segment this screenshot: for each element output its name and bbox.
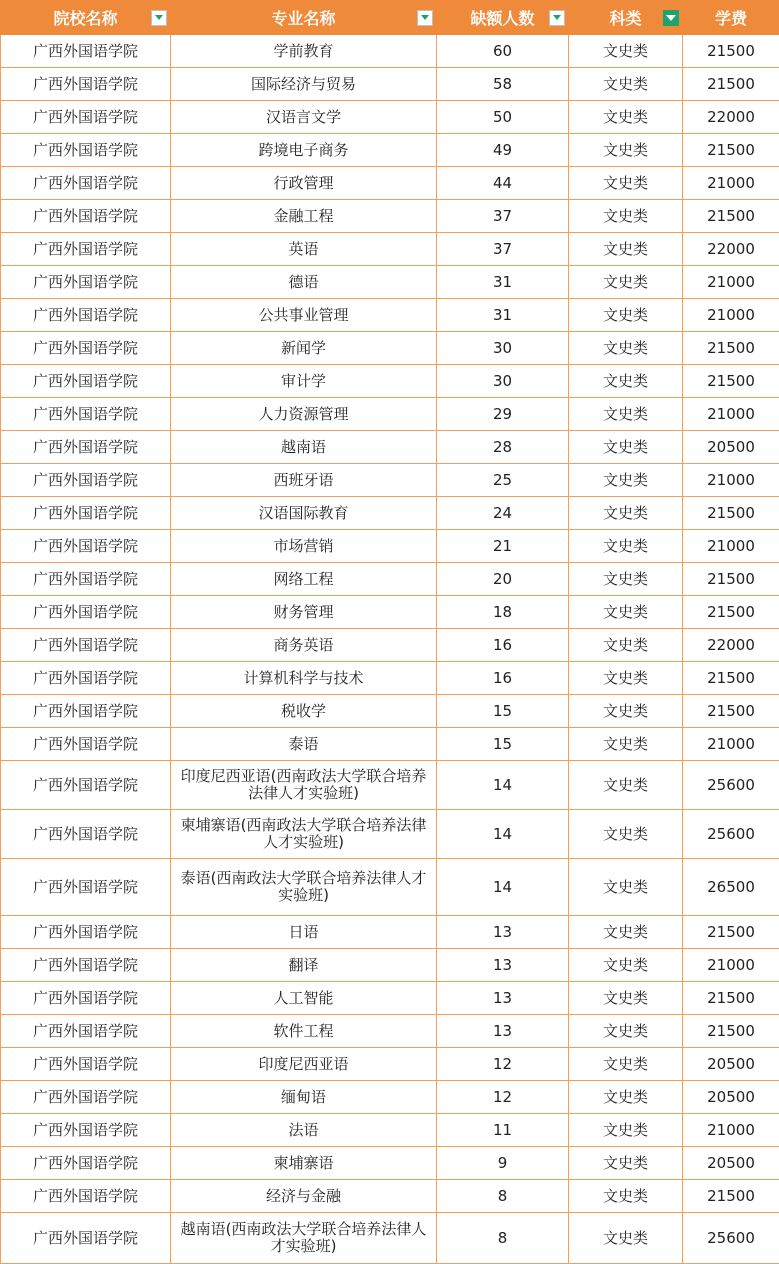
cell-vacancies[interactable]: 50 xyxy=(437,101,569,134)
cell-tuition[interactable]: 21500 xyxy=(683,332,779,365)
cell-school[interactable]: 广西外国语学院 xyxy=(1,695,171,728)
header-school xyxy=(1,1,171,35)
cell-tuition[interactable]: 25600 xyxy=(683,1213,779,1264)
cell-major[interactable]: 人力资源管理 xyxy=(171,398,437,431)
cell-major[interactable]: 学前教育 xyxy=(171,35,437,68)
cell-category[interactable]: 文史类 xyxy=(569,761,683,810)
cell-major[interactable]: 商务英语 xyxy=(171,629,437,662)
header-major xyxy=(171,1,437,35)
cell-vacancies[interactable]: 49 xyxy=(437,134,569,167)
cell-tuition[interactable]: 21000 xyxy=(683,167,779,200)
cell-vacancies[interactable]: 20 xyxy=(437,563,569,596)
cell-school[interactable]: 广西外国语学院 xyxy=(1,431,171,464)
cell-school[interactable]: 广西外国语学院 xyxy=(1,464,171,497)
cell-category[interactable]: 文史类 xyxy=(569,200,683,233)
cell-school[interactable]: 广西外国语学院 xyxy=(1,365,171,398)
cell-tuition[interactable]: 21500 xyxy=(683,662,779,695)
cell-vacancies[interactable]: 13 xyxy=(437,949,569,982)
cell-school[interactable]: 广西外国语学院 xyxy=(1,1147,171,1180)
table-row xyxy=(1,982,779,1015)
cell-vacancies[interactable]: 25 xyxy=(437,464,569,497)
cell-school[interactable]: 广西外国语学院 xyxy=(1,266,171,299)
table-row xyxy=(1,1015,779,1048)
table-row xyxy=(1,662,779,695)
cell-vacancies[interactable]: 29 xyxy=(437,398,569,431)
header-label: 科类 xyxy=(609,6,641,29)
cell-major[interactable]: 审计学 xyxy=(171,365,437,398)
cell-vacancies[interactable]: 8 xyxy=(437,1213,569,1264)
cell-category[interactable]: 文史类 xyxy=(569,398,683,431)
cell-vacancies[interactable]: 58 xyxy=(437,68,569,101)
cell-category[interactable]: 文史类 xyxy=(569,1213,683,1264)
cell-tuition[interactable]: 20500 xyxy=(683,1048,779,1081)
cell-school[interactable]: 广西外国语学院 xyxy=(1,1081,171,1114)
cell-vacancies[interactable]: 30 xyxy=(437,365,569,398)
cell-category[interactable]: 文史类 xyxy=(569,949,683,982)
cell-school[interactable]: 广西外国语学院 xyxy=(1,728,171,761)
cell-school[interactable]: 广西外国语学院 xyxy=(1,1213,171,1264)
cell-tuition[interactable]: 20500 xyxy=(683,431,779,464)
cell-vacancies[interactable]: 11 xyxy=(437,1114,569,1147)
cell-vacancies[interactable]: 37 xyxy=(437,233,569,266)
cell-vacancies[interactable]: 9 xyxy=(437,1147,569,1180)
cell-category[interactable]: 文史类 xyxy=(569,916,683,949)
table-row xyxy=(1,859,779,916)
filter-active-icon[interactable] xyxy=(663,10,679,26)
cell-category[interactable]: 文史类 xyxy=(569,1048,683,1081)
cell-school[interactable]: 广西外国语学院 xyxy=(1,332,171,365)
table-row xyxy=(1,299,779,332)
cell-category[interactable]: 文史类 xyxy=(569,810,683,859)
cell-vacancies[interactable]: 37 xyxy=(437,200,569,233)
table-row xyxy=(1,464,779,497)
cell-school[interactable]: 广西外国语学院 xyxy=(1,530,171,563)
table-row xyxy=(1,596,779,629)
table-row xyxy=(1,949,779,982)
cell-tuition[interactable]: 21500 xyxy=(683,916,779,949)
cell-vacancies[interactable]: 44 xyxy=(437,167,569,200)
cell-category[interactable]: 文史类 xyxy=(569,728,683,761)
header-label: 专业名称 xyxy=(271,6,335,29)
cell-vacancies[interactable]: 16 xyxy=(437,662,569,695)
cell-vacancies[interactable]: 14 xyxy=(437,859,569,916)
cell-vacancies[interactable]: 28 xyxy=(437,431,569,464)
cell-tuition[interactable]: 20500 xyxy=(683,1081,779,1114)
cell-category[interactable]: 文史类 xyxy=(569,431,683,464)
table-row xyxy=(1,1147,779,1180)
cell-vacancies[interactable]: 15 xyxy=(437,695,569,728)
cell-school[interactable]: 广西外国语学院 xyxy=(1,859,171,916)
cell-major[interactable]: 新闻学 xyxy=(171,332,437,365)
cell-tuition[interactable]: 21500 xyxy=(683,1180,779,1213)
cell-category[interactable]: 文史类 xyxy=(569,1015,683,1048)
cell-category[interactable]: 文史类 xyxy=(569,530,683,563)
cell-school[interactable]: 广西外国语学院 xyxy=(1,200,171,233)
cell-vacancies[interactable]: 16 xyxy=(437,629,569,662)
filter-dropdown-icon[interactable] xyxy=(417,10,433,26)
cell-major[interactable]: 印度尼西亚语(西南政法大学联合培养法律人才实验班) xyxy=(171,761,437,810)
cell-school[interactable]: 广西外国语学院 xyxy=(1,982,171,1015)
cell-category[interactable]: 文史类 xyxy=(569,101,683,134)
table-row xyxy=(1,332,779,365)
cell-school[interactable]: 广西外国语学院 xyxy=(1,810,171,859)
cell-school[interactable]: 广西外国语学院 xyxy=(1,949,171,982)
cell-vacancies[interactable]: 30 xyxy=(437,332,569,365)
table-row xyxy=(1,810,779,859)
cell-school[interactable]: 广西外国语学院 xyxy=(1,662,171,695)
cell-category[interactable]: 文史类 xyxy=(569,233,683,266)
cell-vacancies[interactable]: 15 xyxy=(437,728,569,761)
header-label: 学费 xyxy=(715,6,747,29)
cell-tuition[interactable]: 21500 xyxy=(683,200,779,233)
table-row xyxy=(1,200,779,233)
cell-tuition[interactable]: 21500 xyxy=(683,68,779,101)
cell-vacancies[interactable]: 31 xyxy=(437,299,569,332)
cell-tuition[interactable]: 22000 xyxy=(683,629,779,662)
cell-school[interactable]: 广西外国语学院 xyxy=(1,233,171,266)
table-row xyxy=(1,266,779,299)
cell-category[interactable]: 文史类 xyxy=(569,1081,683,1114)
table-row xyxy=(1,916,779,949)
cell-school[interactable]: 广西外国语学院 xyxy=(1,68,171,101)
cell-tuition[interactable]: 21000 xyxy=(683,530,779,563)
cell-major[interactable]: 越南语 xyxy=(171,431,437,464)
table-body xyxy=(1,35,779,1264)
cell-school[interactable]: 广西外国语学院 xyxy=(1,563,171,596)
table-row xyxy=(1,233,779,266)
table-row xyxy=(1,431,779,464)
cell-major[interactable]: 国际经济与贸易 xyxy=(171,68,437,101)
cell-major[interactable]: 越南语(西南政法大学联合培养法律人才实验班) xyxy=(171,1213,437,1264)
cell-major[interactable]: 汉语言文学 xyxy=(171,101,437,134)
cell-tuition[interactable]: 21500 xyxy=(683,1015,779,1048)
cell-major[interactable]: 法语 xyxy=(171,1114,437,1147)
table-row xyxy=(1,35,779,68)
cell-vacancies[interactable]: 14 xyxy=(437,761,569,810)
table-row xyxy=(1,563,779,596)
cell-tuition[interactable]: 21500 xyxy=(683,563,779,596)
cell-category[interactable]: 文史类 xyxy=(569,695,683,728)
cell-tuition[interactable]: 22000 xyxy=(683,233,779,266)
cell-tuition[interactable]: 21500 xyxy=(683,134,779,167)
cell-major[interactable]: 日语 xyxy=(171,916,437,949)
cell-tuition[interactable]: 21500 xyxy=(683,35,779,68)
cell-major[interactable]: 汉语国际教育 xyxy=(171,497,437,530)
table-row xyxy=(1,1081,779,1114)
cell-school[interactable]: 广西外国语学院 xyxy=(1,761,171,810)
cell-category[interactable]: 文史类 xyxy=(569,464,683,497)
cell-tuition[interactable]: 22000 xyxy=(683,101,779,134)
cell-school[interactable]: 广西外国语学院 xyxy=(1,1048,171,1081)
cell-major[interactable]: 公共事业管理 xyxy=(171,299,437,332)
table-row xyxy=(1,530,779,563)
cell-school[interactable]: 广西外国语学院 xyxy=(1,398,171,431)
table-row xyxy=(1,101,779,134)
cell-major[interactable]: 计算机科学与技术 xyxy=(171,662,437,695)
table-row xyxy=(1,761,779,810)
cell-vacancies[interactable]: 31 xyxy=(437,266,569,299)
table-row xyxy=(1,134,779,167)
cell-vacancies[interactable]: 13 xyxy=(437,916,569,949)
filter-dropdown-icon[interactable] xyxy=(151,10,167,26)
cell-tuition[interactable]: 21000 xyxy=(683,464,779,497)
cell-tuition[interactable]: 25600 xyxy=(683,761,779,810)
cell-major[interactable]: 经济与金融 xyxy=(171,1180,437,1213)
cell-major[interactable]: 德语 xyxy=(171,266,437,299)
cell-school[interactable]: 广西外国语学院 xyxy=(1,1180,171,1213)
cell-vacancies[interactable]: 18 xyxy=(437,596,569,629)
cell-category[interactable]: 文史类 xyxy=(569,1180,683,1213)
cell-category[interactable]: 文史类 xyxy=(569,35,683,68)
cell-tuition[interactable]: 21000 xyxy=(683,949,779,982)
table-row xyxy=(1,1114,779,1147)
cell-vacancies[interactable]: 12 xyxy=(437,1081,569,1114)
cell-tuition[interactable]: 21000 xyxy=(683,266,779,299)
header-label: 缺额人数 xyxy=(470,6,534,29)
cell-major[interactable]: 印度尼西亚语 xyxy=(171,1048,437,1081)
header-label: 院校名称 xyxy=(53,6,117,29)
cell-vacancies[interactable]: 13 xyxy=(437,1015,569,1048)
header-row xyxy=(1,1,779,35)
cell-school[interactable]: 广西外国语学院 xyxy=(1,497,171,530)
cell-tuition[interactable]: 21000 xyxy=(683,728,779,761)
cell-tuition[interactable]: 21500 xyxy=(683,497,779,530)
cell-tuition[interactable]: 25600 xyxy=(683,810,779,859)
table-row xyxy=(1,398,779,431)
cell-tuition[interactable]: 26500 xyxy=(683,859,779,916)
cell-school[interactable]: 广西外国语学院 xyxy=(1,1114,171,1147)
cell-major[interactable]: 金融工程 xyxy=(171,200,437,233)
cell-tuition[interactable]: 21000 xyxy=(683,299,779,332)
cell-major[interactable]: 翻译 xyxy=(171,949,437,982)
header-tuition xyxy=(683,1,779,35)
cell-school[interactable]: 广西外国语学院 xyxy=(1,299,171,332)
table-row xyxy=(1,728,779,761)
cell-category[interactable]: 文史类 xyxy=(569,629,683,662)
cell-school[interactable]: 广西外国语学院 xyxy=(1,167,171,200)
cell-tuition[interactable]: 21500 xyxy=(683,695,779,728)
table-row xyxy=(1,695,779,728)
cell-major[interactable]: 泰语(西南政法大学联合培养法律人才实验班) xyxy=(171,859,437,916)
table-row xyxy=(1,629,779,662)
cell-category[interactable]: 文史类 xyxy=(569,134,683,167)
cell-major[interactable]: 柬埔寨语(西南政法大学联合培养法律人才实验班) xyxy=(171,810,437,859)
cell-category[interactable]: 文史类 xyxy=(569,1147,683,1180)
cell-vacancies[interactable]: 24 xyxy=(437,497,569,530)
table-row xyxy=(1,68,779,101)
cell-major[interactable]: 缅甸语 xyxy=(171,1081,437,1114)
table-row xyxy=(1,167,779,200)
cell-vacancies[interactable]: 13 xyxy=(437,982,569,1015)
cell-major[interactable]: 西班牙语 xyxy=(171,464,437,497)
cell-major[interactable]: 泰语 xyxy=(171,728,437,761)
cell-tuition[interactable]: 21000 xyxy=(683,1114,779,1147)
cell-major[interactable]: 人工智能 xyxy=(171,982,437,1015)
cell-major[interactable]: 市场营销 xyxy=(171,530,437,563)
cell-major[interactable]: 柬埔寨语 xyxy=(171,1147,437,1180)
cell-major[interactable]: 行政管理 xyxy=(171,167,437,200)
cell-vacancies[interactable]: 60 xyxy=(437,35,569,68)
table-row xyxy=(1,497,779,530)
cell-major[interactable]: 英语 xyxy=(171,233,437,266)
cell-category[interactable]: 文史类 xyxy=(569,68,683,101)
cell-vacancies[interactable]: 14 xyxy=(437,810,569,859)
table-row xyxy=(1,1180,779,1213)
cell-school[interactable]: 广西外国语学院 xyxy=(1,1015,171,1048)
cell-school[interactable]: 广西外国语学院 xyxy=(1,916,171,949)
cell-tuition[interactable]: 21000 xyxy=(683,398,779,431)
cell-vacancies[interactable]: 21 xyxy=(437,530,569,563)
cell-category[interactable]: 文史类 xyxy=(569,299,683,332)
cell-category[interactable]: 文史类 xyxy=(569,332,683,365)
filter-dropdown-icon[interactable] xyxy=(549,10,565,26)
cell-category[interactable]: 文史类 xyxy=(569,497,683,530)
cell-tuition[interactable]: 21500 xyxy=(683,982,779,1015)
cell-category[interactable]: 文史类 xyxy=(569,365,683,398)
cell-school[interactable]: 广西外国语学院 xyxy=(1,134,171,167)
cell-school[interactable]: 广西外国语学院 xyxy=(1,35,171,68)
table-row xyxy=(1,365,779,398)
cell-category[interactable]: 文史类 xyxy=(569,596,683,629)
cell-major[interactable]: 软件工程 xyxy=(171,1015,437,1048)
cell-school[interactable]: 广西外国语学院 xyxy=(1,101,171,134)
header-vacancies xyxy=(437,1,569,35)
cell-major[interactable]: 网络工程 xyxy=(171,563,437,596)
cell-category[interactable]: 文史类 xyxy=(569,859,683,916)
cell-category[interactable]: 文史类 xyxy=(569,167,683,200)
cell-category[interactable]: 文史类 xyxy=(569,1114,683,1147)
cell-category[interactable]: 文史类 xyxy=(569,563,683,596)
header-category xyxy=(569,1,683,35)
cell-major[interactable]: 跨境电子商务 xyxy=(171,134,437,167)
cell-category[interactable]: 文史类 xyxy=(569,982,683,1015)
cell-vacancies[interactable]: 8 xyxy=(437,1180,569,1213)
cell-school[interactable]: 广西外国语学院 xyxy=(1,629,171,662)
cell-tuition[interactable]: 20500 xyxy=(683,1147,779,1180)
cell-vacancies[interactable]: 12 xyxy=(437,1048,569,1081)
cell-major[interactable]: 财务管理 xyxy=(171,596,437,629)
cell-tuition[interactable]: 21500 xyxy=(683,365,779,398)
cell-category[interactable]: 文史类 xyxy=(569,266,683,299)
cell-category[interactable]: 文史类 xyxy=(569,662,683,695)
table-row xyxy=(1,1048,779,1081)
cell-tuition[interactable]: 21500 xyxy=(683,596,779,629)
cell-school[interactable]: 广西外国语学院 xyxy=(1,596,171,629)
cell-major[interactable]: 税收学 xyxy=(171,695,437,728)
